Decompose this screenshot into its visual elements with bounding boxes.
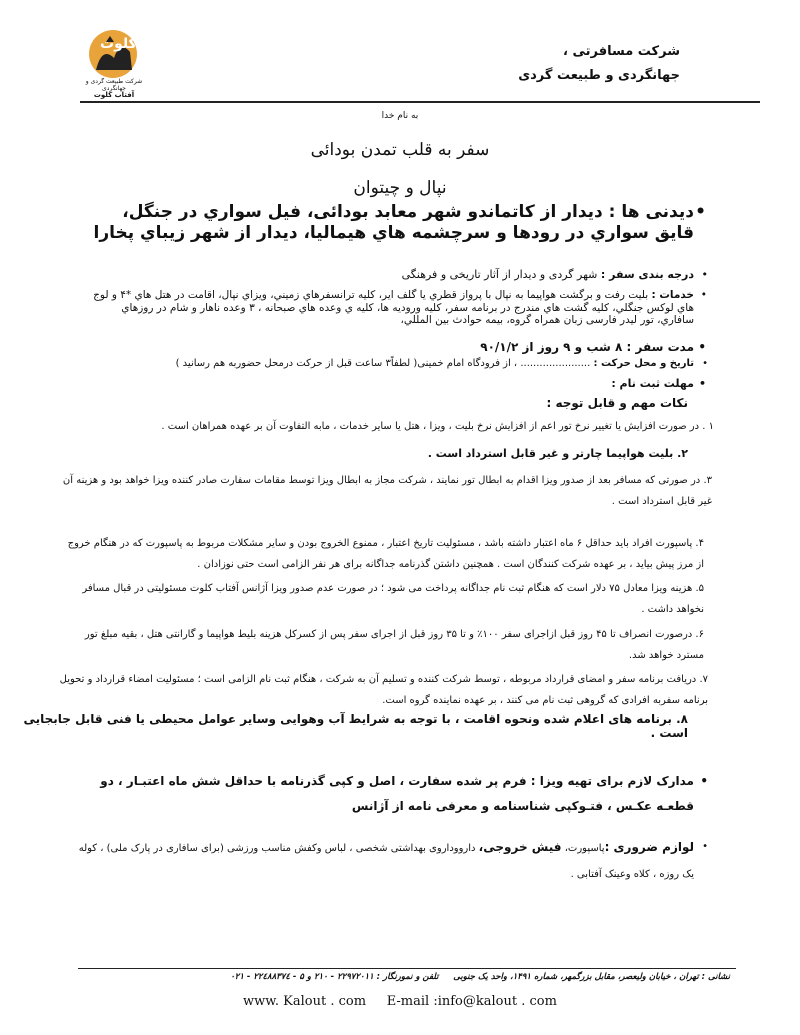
duration-text: ۸ شب و ۹ روز از ۹۰/۱/۲ (480, 340, 623, 354)
note-5: ۵. هزینه ویزا معادل ۷۵ دلار است که هنگام ثبت نام جداگانه پرداخت می شود ؛ در صورت عدم صدور ویزا آژانس آفتاب کلوت مسئولیتی در قبال مسافر نخواهد داشت . (82, 583, 704, 615)
duration-item (88, 340, 708, 354)
departure-text: ...................... ، از فرودگاه امام خمینی( لطفاً۳ ساعت قبل از حرکت درمحل حضوربه هم رسانید ) (175, 358, 591, 369)
note-6: ۶. درصورت انصراف تا ۴۵ روز قبل ازاجرای سفر ۱۰۰٪ و تا ۳۵ روز قبل از اجرای سفر پس از کسرکل هزینه بلیط هواپیما و گارانتی هتل ، بقیه مبلغ تور مسترد خواهد شد. (84, 629, 704, 661)
grade-section (88, 268, 708, 282)
registration-item (88, 377, 708, 390)
documents-section (68, 769, 708, 819)
notes-heading: نکات مهم و قابل توجه : (546, 396, 688, 410)
grade-label: درجه بندی سفر : (600, 268, 694, 281)
note-2: ۲. بلیت هواپیما چارتر و غیر قابل استرداد است . (427, 447, 688, 460)
services-label: خدمات : (651, 289, 694, 301)
destinations-text: دیدار از کاتماندو شهر معابد بودائی، فیل سواري در جنگل، قایق سواري در رودها و سرچشمه هاي هیمالیا، دیدار از شهر زیباي پخارا (93, 202, 694, 243)
note-3: ۳. در صورتی که مسافر بعد از صدور ویزا اقدام به ابطال تور نمایند ، شرکت مجاز به ابطال ویزا توسط مقامات سفارت صادر کننده ویزا خواهد بود و هزینه آن غیر قابل استرداد است . (62, 475, 712, 507)
footer-address: نشانی : تهران ، خیابان ولیعصر، مقابل بزرگمهر، شماره ۱۴۹۱، واحد یک جنوبی (453, 972, 730, 982)
departure-item (88, 358, 708, 369)
duration-section (88, 340, 708, 354)
footer-phones: تلفن و نمورنگار : ۲۲۹۷۲۰۱۱ - ۲۱۰ و ۵ - ۲۲٤۸۸۳۷٤ - ۰۲۱ (230, 972, 439, 982)
company-line2: جهانگردی و طبیعت گردی (518, 68, 680, 83)
grade-item (88, 268, 708, 282)
documents-label: مدارک لازم برای تهیه ویزا : (530, 774, 694, 788)
logo-text: کلوت (100, 36, 137, 52)
logo-caption (74, 78, 154, 99)
essentials-text-c: دارووداروی بهداشتی شخصی ، لباس وکفش مناسب ورزشی (برای سافاری در پارک ملی) ، کوله یک روزه ، کلاه وعینک آفتابی . (78, 843, 694, 880)
logo-caption-1: شرکت طبیعت گردی و جهانگردی (85, 78, 143, 92)
note-7: ۷. دریافت برنامه سفر و امضای قرارداد مربوطه ، توسط شرکت کننده و تسلیم آن به شرکت ، هنگام ثبت نام الزامی است ؛ مسئولیت امضاء قرارداد و تحویل برنامه سفربه افرادی که گروهی ثبت نام می کنند ، بر عهده نماینده گروه است. (59, 674, 708, 706)
bismillah: به نام خدا (381, 111, 419, 121)
documents-item (68, 769, 708, 819)
note-1: ۱ . در صورت افزایش یا تغییر نرخ تور اعم از افزایش نرخ بلیت ، ویزا ، هتل یا سایر خدمات ، مابه التفاوت آن بر عهده همراهان است . (161, 421, 714, 432)
departure-section (88, 358, 708, 369)
destinations-label: دیدنی ها : (608, 202, 694, 222)
destinations-item (88, 202, 708, 244)
doc-title: سفر به قلب تمدن بودائی (310, 140, 490, 160)
destinations-section (88, 202, 708, 244)
services-section (88, 289, 708, 327)
doc-subtitle: نپال و چیتوان (353, 178, 447, 198)
footer-web: www. Kalout . com E-mail :info@kalout . com (243, 994, 557, 1009)
duration-label: مدت سفر : (626, 340, 694, 354)
essentials-section (68, 834, 708, 888)
footer-contact (70, 972, 730, 982)
essentials-text-b: فیش خروجی، (478, 840, 562, 854)
note-8: ۸. برنامه های اعلام شده ونحوه اقامت ، با توجه به شرایط آب وهوایی وسایر عوامل محیطی یا فنی قابل جابجایی است . (23, 712, 688, 740)
departure-label: تاریخ و محل حرکت : (593, 358, 694, 369)
registration-label: مهلت ثبت نام : (611, 377, 694, 390)
header-divider (80, 101, 760, 103)
services-item (88, 289, 708, 327)
logo-caption-2: آفتاب کلوت (93, 91, 135, 99)
company-line1: شرکت مسافرتی ، (563, 44, 680, 59)
note-4: ۴. پاسپورت افراد باید حداقل ۶ ماه اعتبار داشته باشد ، مسئولیت تاریخ اعتبار ، ممنوع الخروج بودن و سایر مشکلات مربوط به پاسپورت که در هنگام خروج از مرز پیش بیاید ، بر عهده شرکت کنندگان است . همچنین داشتن گذرنامه جداگانه برای هر نفر الزامی است حتی نوزادان . (67, 538, 704, 570)
footer-divider (78, 968, 736, 969)
company-name (440, 40, 680, 88)
essentials-item (68, 834, 708, 888)
essentials-text-a: پاسپورت، (564, 843, 605, 854)
documents-text: فرم پر شده سفارت ، اصل و کپی گذرنامه با حداقل شش ماه اعتبـار ، دو قطعـه عکـس ، فتـوکپی شناسنامه و معرفی نامه از آژانس (100, 774, 694, 813)
services-text: بلیت رفت و برگشت هواپیما به نپال با پرواز قطري یا گلف ایر، کلیه ترانسفرهاي زمیني، ویزاي نپال، اقامت در هتل هاي *۴ و لوج هاي لوکس جنگلي، کلیه گشت هاي مندرج در برنامه سفر، کلیه ورودیه ها، کلیه ي وعده هاي صبحانه ، ۳ وعده ناهار و شام در روزهاي سافاري، تور لیدر فارسی زبان همراه گروه، بیمه حوادث بین المللي، (93, 289, 694, 326)
essentials-label: لوازم ضروری : (604, 840, 694, 854)
registration-section (88, 377, 708, 390)
grade-text: شهر گردی و دیدار از آثار تاریخی و فرهنگی (401, 268, 598, 281)
